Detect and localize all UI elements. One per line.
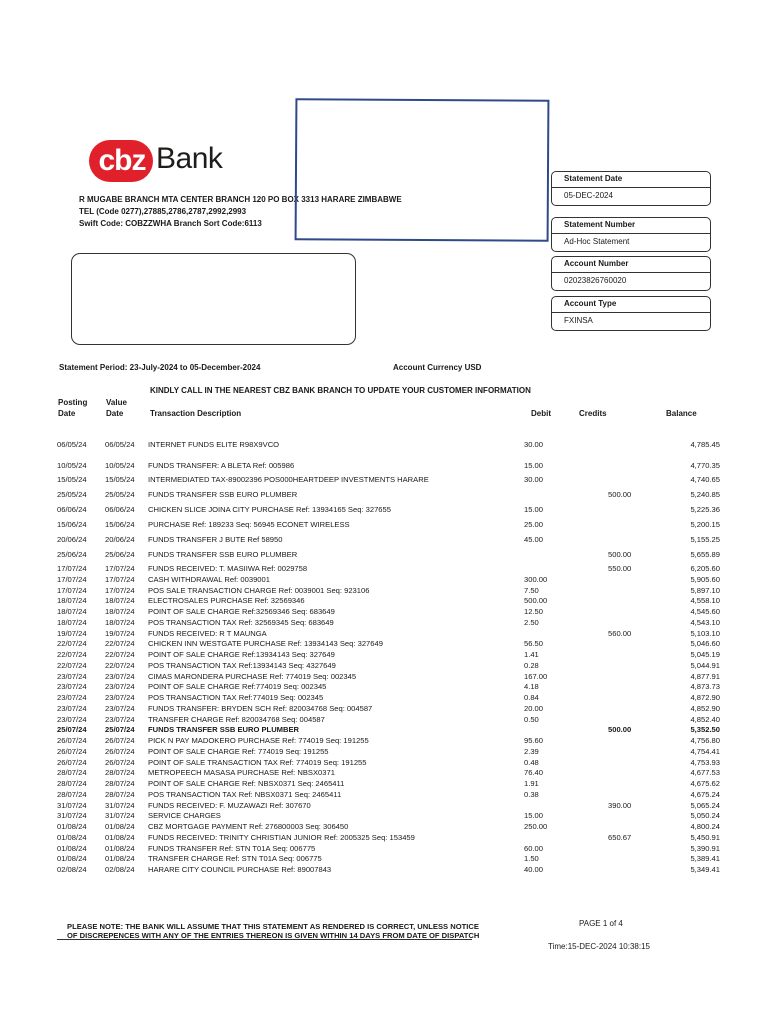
table-row — [57, 505, 722, 516]
balance-amount: 4,873.73 — [690, 682, 720, 692]
account-type-box — [551, 296, 711, 331]
posting-date: 25/06/24 — [57, 550, 87, 559]
transaction-description: POS SALE TRANSACTION CHARGE Ref: 0039001 Seq: 923106 — [148, 585, 370, 595]
transaction-description: FUNDS TRANSFER J BUTE Ref 58950 — [148, 535, 283, 544]
balance-amount: 4,800.24 — [690, 822, 720, 831]
debit-amount: 25.00 — [524, 520, 544, 529]
value-date: 22/07/24 — [105, 650, 135, 659]
statement-number-label: Statement Number — [564, 220, 636, 229]
posting-date: 18/07/24 — [57, 607, 87, 616]
posting-date: 20/06/24 — [57, 535, 87, 544]
posting-date: 23/07/24 — [57, 682, 87, 692]
value-date-header-1: Value — [106, 398, 127, 407]
posting-date: 10/05/24 — [57, 461, 87, 470]
value-date: 15/06/24 — [105, 520, 135, 529]
debit-amount: 30.00 — [524, 475, 544, 484]
transaction-description: POS TRANSACTION TAX Ref: NBSX0371 Seq: 2465411 — [148, 789, 342, 799]
balance-amount: 5,389.41 — [690, 854, 720, 864]
debit-amount: 30.00 — [524, 440, 544, 449]
transaction-description: POS TRANSACTION TAX Ref: 32569345 Seq: 683649 — [148, 617, 334, 627]
posting-date: 23/07/24 — [57, 703, 87, 713]
account-type-label: Account Type — [564, 299, 617, 308]
debit-amount: 40.00 — [524, 865, 544, 874]
table-row — [57, 661, 722, 672]
statement-date-value: 05-DEC-2024 — [564, 191, 613, 200]
account-type-value: FXINSA — [564, 316, 593, 325]
balance-amount: 5,897.10 — [690, 585, 720, 595]
transaction-description: SERVICE CHARGES — [148, 811, 221, 821]
footer-note-line-1: PLEASE NOTE: THE BANK WILL ASSUME THAT THIS STATEMENT AS RENDERED IS CORRECT, UNLESS NOTICE — [67, 922, 479, 931]
value-date: 18/07/24 — [105, 596, 135, 606]
print-time: Time:15-DEC-2024 10:38:15 — [548, 942, 650, 951]
debit-amount: 167.00 — [524, 671, 548, 681]
table-row — [57, 629, 722, 640]
value-date: 26/07/24 — [105, 757, 135, 767]
value-date: 23/07/24 — [105, 671, 135, 681]
balance-amount: 4,785.45 — [690, 440, 720, 449]
value-date: 25/05/24 — [105, 490, 135, 499]
table-row — [57, 747, 722, 758]
table-row — [57, 575, 722, 586]
transaction-description: PURCHASE Ref: 189233 Seq: 56945 ECONET WIRELESS — [148, 520, 350, 529]
posting-date: 01/08/24 — [57, 832, 87, 842]
transaction-description: METROPEECH MASASA PURCHASE Ref: NBSX0371 — [148, 768, 335, 778]
posting-date: 26/07/24 — [57, 736, 87, 745]
table-row — [57, 550, 722, 561]
value-date: 26/07/24 — [105, 746, 135, 756]
credit-amount: 500.00 — [608, 725, 632, 735]
balance-amount: 5,155.25 — [690, 535, 720, 544]
transaction-description: POINT OF SALE CHARGE Ref:32569346 Seq: 683649 — [148, 607, 335, 616]
table-row — [57, 672, 722, 683]
value-date: 28/07/24 — [105, 779, 135, 788]
table-row — [57, 758, 722, 769]
balance-amount: 5,103.10 — [690, 628, 720, 638]
posting-date: 23/07/24 — [57, 671, 87, 681]
balance-amount: 4,675.24 — [690, 789, 720, 799]
posting-date: 17/07/24 — [57, 585, 87, 595]
debit-amount: 7.50 — [524, 585, 539, 595]
posting-date-header-2: Date — [58, 409, 76, 418]
debit-amount: 20.00 — [524, 703, 544, 713]
value-date: 06/05/24 — [105, 440, 135, 449]
table-row — [57, 844, 722, 855]
value-date: 02/08/24 — [105, 865, 135, 874]
debit-amount: 0.38 — [524, 789, 539, 799]
balance-amount: 4,756.80 — [690, 736, 720, 745]
table-row — [57, 586, 722, 597]
table-row — [57, 725, 722, 736]
credit-amount: 550.00 — [608, 564, 632, 573]
posting-date: 06/06/24 — [57, 505, 87, 514]
account-number-value: 02023826760020 — [564, 276, 627, 285]
credits-header: Credits — [579, 409, 607, 418]
balance-amount: 4,740.65 — [690, 475, 720, 484]
table-row — [57, 650, 722, 661]
value-date: 10/05/24 — [105, 461, 135, 470]
balance-amount: 5,045.19 — [690, 650, 720, 659]
balance-amount: 4,754.41 — [690, 746, 720, 756]
table-row — [57, 440, 722, 451]
transaction-description: POINT OF SALE CHARGE Ref: NBSX0371 Seq: 2465411 — [148, 779, 345, 788]
value-date: 20/06/24 — [105, 535, 135, 544]
debit-amount: 0.50 — [524, 714, 539, 724]
posting-date: 28/07/24 — [57, 779, 87, 788]
statement-number-value: Ad-Hoc Statement — [564, 237, 630, 246]
value-date: 19/07/24 — [105, 628, 135, 638]
value-date: 25/07/24 — [105, 725, 135, 735]
branch-telephone: TEL (Code 0277),27885,2786,2787,2992,2993 — [79, 207, 247, 216]
balance-amount: 5,655.89 — [690, 550, 720, 559]
debit-amount: 45.00 — [524, 535, 544, 544]
account-number-box — [551, 256, 711, 291]
statement-period: Statement Period: 23-July-2024 to 05-December-2024 — [59, 363, 261, 372]
debit-amount: 2.39 — [524, 746, 539, 756]
table-row — [57, 682, 722, 693]
transaction-description: HARARE CITY COUNCIL PURCHASE Ref: 89007843 — [148, 865, 332, 874]
credit-amount: 500.00 — [608, 490, 632, 499]
transaction-description: CASH WITHDRAWAL Ref: 0039001 — [148, 574, 270, 584]
posting-date: 01/08/24 — [57, 822, 87, 831]
debit-amount: 1.41 — [524, 650, 539, 659]
balance-amount: 4,543.10 — [690, 617, 720, 627]
balance-amount: 4,872.90 — [690, 693, 720, 702]
debit-amount: 15.00 — [524, 505, 544, 514]
value-date: 23/07/24 — [105, 693, 135, 702]
credit-amount: 500.00 — [608, 550, 632, 559]
transaction-description: FUNDS RECEIVED: F. MUZAWAZI Ref: 307670 — [148, 800, 311, 810]
description-header: Transaction Description — [150, 409, 242, 418]
value-date: 01/08/24 — [105, 843, 135, 853]
table-row — [57, 564, 722, 575]
transaction-description: FUNDS TRANSFER: A BLETA Ref: 005986 — [148, 461, 295, 470]
posting-date: 02/08/24 — [57, 865, 87, 874]
table-row — [57, 704, 722, 715]
transaction-description: INTERMEDIATED TAX-89002396 POS000HEARTDEEP INVESTMENTS HARARE — [148, 475, 429, 484]
posting-date-header-1: Posting — [58, 398, 88, 407]
posting-date: 19/07/24 — [57, 628, 87, 638]
posting-date: 25/05/24 — [57, 490, 87, 499]
value-date: 18/07/24 — [105, 617, 135, 627]
balance-amount: 4,558.10 — [690, 596, 720, 606]
credit-amount: 560.00 — [608, 628, 632, 638]
posting-date: 15/05/24 — [57, 475, 87, 484]
transaction-description: ELECTROSALES PURCHASE Ref: 32569346 — [148, 596, 305, 606]
balance-amount: 4,770.35 — [690, 461, 720, 470]
table-row — [57, 822, 722, 833]
transaction-description: CIMAS MARONDERA PURCHASE Ref: 774019 Seq: 002345 — [148, 671, 357, 681]
table-row — [57, 535, 722, 546]
debit-amount: 2.50 — [524, 617, 539, 627]
posting-date: 25/07/24 — [57, 725, 87, 735]
posting-date: 22/07/24 — [57, 650, 87, 659]
balance-amount: 5,050.24 — [690, 811, 720, 821]
transaction-description: FUNDS TRANSFER SSB EURO PLUMBER — [148, 550, 298, 559]
balance-amount: 5,046.60 — [690, 639, 720, 649]
table-row — [57, 790, 722, 801]
balance-amount: 4,852.90 — [690, 703, 720, 713]
balance-amount: 4,877.91 — [690, 671, 720, 681]
value-date: 22/07/24 — [105, 639, 135, 649]
debit-amount: 250.00 — [524, 822, 548, 831]
balance-amount: 5,240.85 — [690, 490, 720, 499]
posting-date: 06/05/24 — [57, 440, 87, 449]
table-row — [57, 490, 722, 501]
table-row — [57, 461, 722, 472]
table-row — [57, 475, 722, 486]
table-row — [57, 618, 722, 629]
posting-date: 31/07/24 — [57, 800, 87, 810]
value-date: 17/07/24 — [105, 564, 135, 573]
debit-amount: 500.00 — [524, 596, 548, 606]
balance-amount: 4,753.93 — [690, 757, 720, 767]
balance-amount: 5,200.15 — [690, 520, 720, 529]
transaction-description: CHICKEN INN WESTGATE PURCHASE Ref: 13934143 Seq: 327649 — [148, 639, 383, 649]
balance-amount: 4,852.40 — [690, 714, 720, 724]
table-row — [57, 639, 722, 650]
value-date: 01/08/24 — [105, 832, 135, 842]
transaction-description: FUNDS RECEIVED: TRINITY CHRISTIAN JUNIOR Ref: 2005325 Seq: 153459 — [148, 832, 415, 842]
debit-amount: 60.00 — [524, 843, 544, 853]
statement-date-label: Statement Date — [564, 174, 623, 183]
posting-date: 28/07/24 — [57, 789, 87, 799]
balance-amount: 5,905.60 — [690, 574, 720, 584]
transaction-description: CBZ MORTGAGE PAYMENT Ref: 276800003 Seq: 306450 — [148, 822, 349, 831]
account-currency: Account Currency USD — [393, 363, 482, 372]
debit-amount: 4.18 — [524, 682, 539, 692]
debit-amount: 15.00 — [524, 461, 544, 470]
debit-amount: 12.50 — [524, 607, 544, 616]
posting-date: 22/07/24 — [57, 660, 87, 670]
branch-address: R MUGABE BRANCH MTA CENTER BRANCH 120 PO BOX 3313 HARARE ZIMBABWE — [79, 195, 402, 204]
transaction-description: FUNDS RECEIVED: T. MASIIWA Ref: 0029758 — [148, 564, 308, 573]
table-row — [57, 736, 722, 747]
balance-amount: 4,545.60 — [690, 607, 720, 616]
transaction-description: INTERNET FUNDS ELITE R98X9VCO — [148, 440, 280, 449]
balance-amount: 4,677.53 — [690, 768, 720, 778]
transaction-description: FUNDS TRANSFER: BRYDEN SCH Ref: 820034768 Seq: 004587 — [148, 703, 373, 713]
table-row — [57, 833, 722, 844]
table-row — [57, 801, 722, 812]
debit-amount: 15.00 — [524, 811, 544, 821]
debit-amount: 0.84 — [524, 693, 539, 702]
debit-amount: 76.40 — [524, 768, 544, 778]
posting-date: 15/06/24 — [57, 520, 87, 529]
debit-amount: 0.28 — [524, 660, 539, 670]
balance-amount: 5,349.41 — [690, 865, 720, 874]
posting-date: 23/07/24 — [57, 714, 87, 724]
balance-amount: 5,065.24 — [690, 800, 720, 810]
table-row — [57, 607, 722, 618]
table-row — [57, 715, 722, 726]
table-row — [57, 520, 722, 531]
transaction-description: POINT OF SALE CHARGE Ref:774019 Seq: 002345 — [148, 682, 327, 692]
transaction-description: POS TRANSACTION TAX Ref:13934143 Seq: 4327649 — [148, 660, 336, 670]
update-info-notice: KINDLY CALL IN THE NEAREST CBZ BANK BRANCH TO UPDATE YOUR CUSTOMER INFORMATION — [150, 386, 531, 395]
posting-date: 26/07/24 — [57, 757, 87, 767]
statement-number-box — [551, 217, 711, 252]
value-date: 17/07/24 — [105, 574, 135, 584]
debit-amount: 1.50 — [524, 854, 539, 864]
value-date: 17/07/24 — [105, 585, 135, 595]
value-date-header-2: Date — [106, 409, 124, 418]
value-date: 15/05/24 — [105, 475, 135, 484]
posting-date: 31/07/24 — [57, 811, 87, 821]
debit-amount: 1.91 — [524, 779, 539, 788]
balance-amount: 5,390.91 — [690, 843, 720, 853]
transaction-description: FUNDS TRANSFER SSB EURO PLUMBER — [148, 490, 298, 499]
balance-amount: 5,044.91 — [690, 660, 720, 670]
posting-date: 17/07/24 — [57, 574, 87, 584]
value-date: 01/08/24 — [105, 854, 135, 864]
branch-swift-code: Swift Code: COBZZWHA Branch Sort Code:6113 — [79, 219, 262, 228]
transaction-description: POS TRANSACTION TAX Ref:774019 Seq: 002345 — [148, 693, 324, 702]
account-number-label: Account Number — [564, 259, 629, 268]
table-row — [57, 865, 722, 876]
value-date: 23/07/24 — [105, 682, 135, 692]
posting-date: 23/07/24 — [57, 693, 87, 702]
balance-amount: 5,450.91 — [690, 832, 720, 842]
debit-amount: 56.50 — [524, 639, 544, 649]
statement-date-box — [551, 171, 711, 206]
posting-date: 18/07/24 — [57, 617, 87, 627]
transaction-description: TRANSFER CHARGE Ref: STN T01A Seq: 006775 — [148, 854, 322, 864]
balance-amount: 5,225.36 — [690, 505, 720, 514]
table-row — [57, 811, 722, 822]
posting-date: 26/07/24 — [57, 746, 87, 756]
table-row — [57, 693, 722, 704]
transaction-description: POINT OF SALE CHARGE Ref:13934143 Seq: 327649 — [148, 650, 335, 659]
customer-address-box — [71, 253, 356, 345]
posting-date: 18/07/24 — [57, 596, 87, 606]
transaction-description: PICK N PAY MADOKERO PURCHASE Ref: 774019 Seq: 191255 — [148, 736, 369, 745]
debit-amount: 300.00 — [524, 574, 548, 584]
transaction-description: FUNDS TRANSFER SSB EURO PLUMBER — [148, 725, 300, 735]
value-date: 18/07/24 — [105, 607, 135, 616]
value-date: 31/07/24 — [105, 800, 135, 810]
transaction-description: POINT OF SALE CHARGE Ref: 774019 Seq: 191255 — [148, 746, 329, 756]
value-date: 26/07/24 — [105, 736, 135, 745]
balance-amount: 6,205.60 — [690, 564, 720, 573]
posting-date: 22/07/24 — [57, 639, 87, 649]
value-date: 23/07/24 — [105, 714, 135, 724]
value-date: 06/06/24 — [105, 505, 135, 514]
table-row — [57, 854, 722, 865]
value-date: 23/07/24 — [105, 703, 135, 713]
posting-date: 01/08/24 — [57, 854, 87, 864]
footer-note-line-2: OF DISCREPENCES WITH ANY OF THE ENTRIES THEREON IS GIVEN WITHIN 14 DAYS FROM DATE OF DISPATCH — [67, 931, 480, 940]
posting-date: 01/08/24 — [57, 843, 87, 853]
footer-divider — [57, 939, 472, 940]
value-date: 28/07/24 — [105, 789, 135, 799]
transaction-description: FUNDS TRANSFER Ref: STN T01A Seq: 006775 — [148, 843, 316, 853]
bank-logo-word: Bank — [156, 142, 223, 175]
transaction-description: CHICKEN SLICE JOINA CITY PURCHASE Ref: 13934165 Seq: 327655 — [148, 505, 391, 514]
credit-amount: 650.67 — [608, 832, 632, 842]
page-number: PAGE 1 of 4 — [579, 919, 623, 928]
table-row — [57, 596, 722, 607]
transaction-description: TRANSFER CHARGE Ref: 820034768 Seq: 004587 — [148, 714, 325, 724]
table-row — [57, 779, 722, 790]
posting-date: 17/07/24 — [57, 564, 87, 573]
table-row — [57, 768, 722, 779]
debit-amount: 0.48 — [524, 757, 539, 767]
posting-date: 28/07/24 — [57, 768, 87, 778]
balance-header: Balance — [666, 409, 697, 418]
value-date: 28/07/24 — [105, 768, 135, 778]
debit-amount: 95.60 — [524, 736, 544, 745]
credit-amount: 390.00 — [608, 800, 632, 810]
debit-header: Debit — [531, 409, 551, 418]
value-date: 01/08/24 — [105, 822, 135, 831]
value-date: 25/06/24 — [105, 550, 135, 559]
redaction-box — [295, 98, 550, 242]
balance-amount: 5,352.50 — [690, 725, 720, 735]
balance-amount: 4,675.62 — [690, 779, 720, 788]
bank-logo-text: cbz — [98, 144, 146, 177]
transaction-description: POINT OF SALE TRANSACTION TAX Ref: 774019 Seq: 191255 — [148, 757, 367, 767]
transaction-description: FUNDS RECEIVED: R T MAUNGA — [148, 628, 267, 638]
value-date: 22/07/24 — [105, 660, 135, 670]
value-date: 31/07/24 — [105, 811, 135, 821]
